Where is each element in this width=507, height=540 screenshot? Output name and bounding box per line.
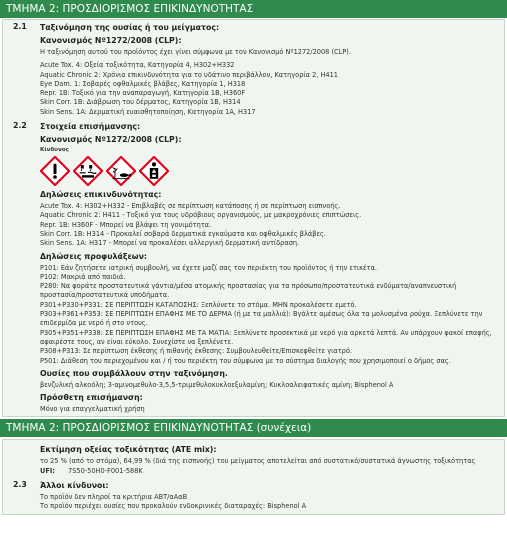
subsection-2-2 — [3, 121, 504, 414]
regulation-heading: Κανονισμός Νº1272/2008 (CLP): — [40, 36, 182, 45]
hazard-statement: Aquatic Chronic 2: H411 - Τοξικό για τους υδρόβιους οργανισμούς, με μακροχρόνιες επιπτώσεις. — [40, 211, 362, 220]
signal-word: Κίνδυνος — [40, 147, 69, 154]
ufi-label: UFI: — [40, 466, 55, 475]
hazard-statement: Repr. 1B: H360F - Μπορεί να βλάψει τη γονιμότητα. — [40, 220, 212, 229]
section-2-continued-box — [2, 439, 505, 514]
regulation-heading: Κανονισμός Nº1272/2008 (CLP): — [40, 135, 182, 145]
ufi-line — [40, 467, 504, 476]
corrosion-icon — [73, 156, 103, 186]
hazard-statement: Skin Sens. 1A: H317 - Μπορεί να προκαλέσει αλλεργική δερματική αντίδραση. — [40, 239, 300, 248]
classification-item: Aquatic Chronic 2: Χρόνια επικινδυνότητα για το υδάτινο περιβάλλον, Κατηγορία 2, H411 — [40, 70, 339, 79]
precautionary-statement: P301+P330+P331: ΣΕ ΠΕΡΙΠΤΩΣΗ ΚΑΤΑΠΟΣΗΣ: Ξεπλύνετε το στόμα. ΜΗΝ προκαλέσετε εμετό. — [40, 300, 357, 309]
contributing-substances-title: Ουσίες που συμβάλλουν στην ταξινόμηση. — [40, 368, 228, 378]
subsection-title: Στοιχεία επισήμανσης: — [40, 122, 141, 132]
subsection-number: 2.3 — [13, 480, 27, 490]
classification-item: Skin Sens. 1A: Δερματική ευαισθητοποίηση, Κατηγορία 1A, H317 — [40, 107, 256, 116]
classification-item: Acute Tox. 4: Οξεία τοξικότητα, Κατηγορία 4, H302+H332 — [40, 61, 235, 70]
health-hazard-icon — [139, 156, 169, 186]
ghs-pictograms — [40, 156, 504, 186]
subsection-2-1 — [3, 22, 504, 117]
precautionary-statement: P501: Διάθεση του περιεχομένου και / ή του περιέκτη του σύμφωνα με το σύστημα διαλογής που χρησιμοποιεί ο δήμος σας. — [40, 356, 451, 365]
section-2-continued-header: ΤΜΗΜΑ 2: ΠΡΟΣΔΙΟΡΙΣΜΟΣ ΕΠΙΚΙΝΔΥΝΟΤΗΤΑΣ (συνέχεια) — [0, 419, 507, 437]
contributing-substances: βενζυλική αλκοόλη; 3-αμινομεθυλο-3,5,5-τριμεθυλοκυκλοεξυλαμίνη; Κυκλοαλειφατικές αμίνη; Bisphenol A — [40, 380, 394, 389]
ate-text: το 25 % (από το στόμα), 64,99 % (διά της εισπνοής) του μείγματος αποτελείται από συστατικό/συστατικά άγνωστης τοξικότητας — [40, 457, 476, 466]
other-hazard-line: Το προϊόν περιέχει ουσίες που προκαλούν ενδοκρινικές διαταραχές: Bisphenol A — [40, 502, 307, 511]
precautionary-statement: P101: Εάν ζητήσετε ιατρική συμβουλή, να έχετε μαζί σας τον περιέκτη του προϊόντος ή την ετικέτα. — [40, 263, 378, 272]
subsection-title: Ταξινόμηση της ουσίας ή του μείγματος: — [40, 23, 220, 32]
ate-title: Εκτίμηση οξείας τοξικότητας (ATE mix): — [40, 445, 217, 455]
section-2-header: ΤΜΗΜΑ 2: ΠΡΟΣΔΙΟΡΙΣΜΟΣ ΕΠΙΚΙΝΔΥΝΟΤΗΤΑΣ — [0, 0, 507, 18]
precautionary-statement: P308+P313: Σε περίπτωση έκθεσης ή πιθανής έκθεσης: Συμβουλευθείτε/Επισκεφθείτε γιατρό. — [40, 347, 352, 356]
precautionary-statement: P303+P361+P353: ΣΕ ΠΕΡΙΠΤΩΣΗ ΕΠΑΦΗΣ ΜΕ ΤΟ ΔΕΡΜΑ (ή με τα μαλλιά): Βγάλτε αμέσως όλα τα μολυσμένα ρούχα. Ξεπλύνετε την επιδερμίδα με νερό ή στο ντους. — [40, 310, 483, 328]
additional-labelling-title: Πρόσθετη επισήμανση: — [40, 393, 143, 403]
hazard-statement: Acute Tox. 4: H302+H332 - Επιβλαβές σε περίπτωση κατάποσης ή σε περίπτωση εισπνοής. — [40, 202, 341, 211]
ufi-code: 7S50-50H0-F001-588K — [68, 466, 143, 475]
classification-item: Repr. 1B: Τοξικό για την αναπαραγωγή, Κατηγορία 1B, H360F — [40, 89, 246, 98]
ate-block — [3, 444, 504, 476]
classification-item: Skin Corr. 1B: Διάβρωση του δέρματος, Κατηγορία 1B, H314 — [40, 98, 241, 107]
subsection-number: 2.1 — [13, 22, 27, 31]
section-2-box — [2, 19, 505, 417]
subsection-title: Άλλοι κίνδυνοι: — [40, 481, 109, 491]
classification-item: Eye Dam. 1: Σοβαρές οφθαλμικές βλάβες, Κατηγορία 1, H318 — [40, 79, 246, 88]
precautionary-statement: P280: Να φοράτε προστατευτικά γάντια/μέσα ατομικής προστασίας για τα πρόσωπο/προστατευτικά ενδύματα/αναπνευστική προστασία/προστατευτικά υποδήματα. — [40, 282, 457, 300]
additional-labelling: Μόνο για επαγγελματική χρήση — [40, 405, 145, 414]
precautionary-statement: P102: Μακριά από παιδιά. — [40, 272, 126, 281]
exclamation-icon — [40, 156, 70, 186]
hazard-statements-title: Δηλώσεις επικινδυνότητας: — [40, 190, 162, 200]
other-hazard-line: Το προϊόν δεν πληροί τα κριτήρια ΑΒΤ/αΑαΒ — [40, 493, 188, 502]
classification-intro: Η ταξινόμηση αυτού του προϊόντος έχει γίνει σύμφωνα με τον Κανονισμό Nº1272/2008 (CLP). — [40, 48, 351, 56]
hazard-statement: Skin Corr. 1B: H314 - Προκαλεί σοβαρά δερματικά εγκαύματα και οφθαλμικές βλάβες. — [40, 229, 326, 238]
precautionary-statements-title: Δηλώσεις προφυλάξεων: — [40, 251, 147, 261]
precautionary-statement: P305+P351+P338: ΣΕ ΠΕΡΙΠΤΩΣΗ ΕΠΑΦΗΣ ΜΕ ΤΑ ΜΑΤΙΑ: Ξεπλύνετε προσεκτικά με νερό για αρκετά λεπτά. Αν υπάρχουν φακοί επαφής, αφαιρέστε τους, αν είναι εύκολο. Συνεχίστε να ξεπλένετε. — [40, 328, 492, 346]
subsection-2-3 — [3, 480, 504, 512]
environment-icon — [106, 156, 136, 186]
subsection-number: 2.2 — [13, 121, 27, 131]
